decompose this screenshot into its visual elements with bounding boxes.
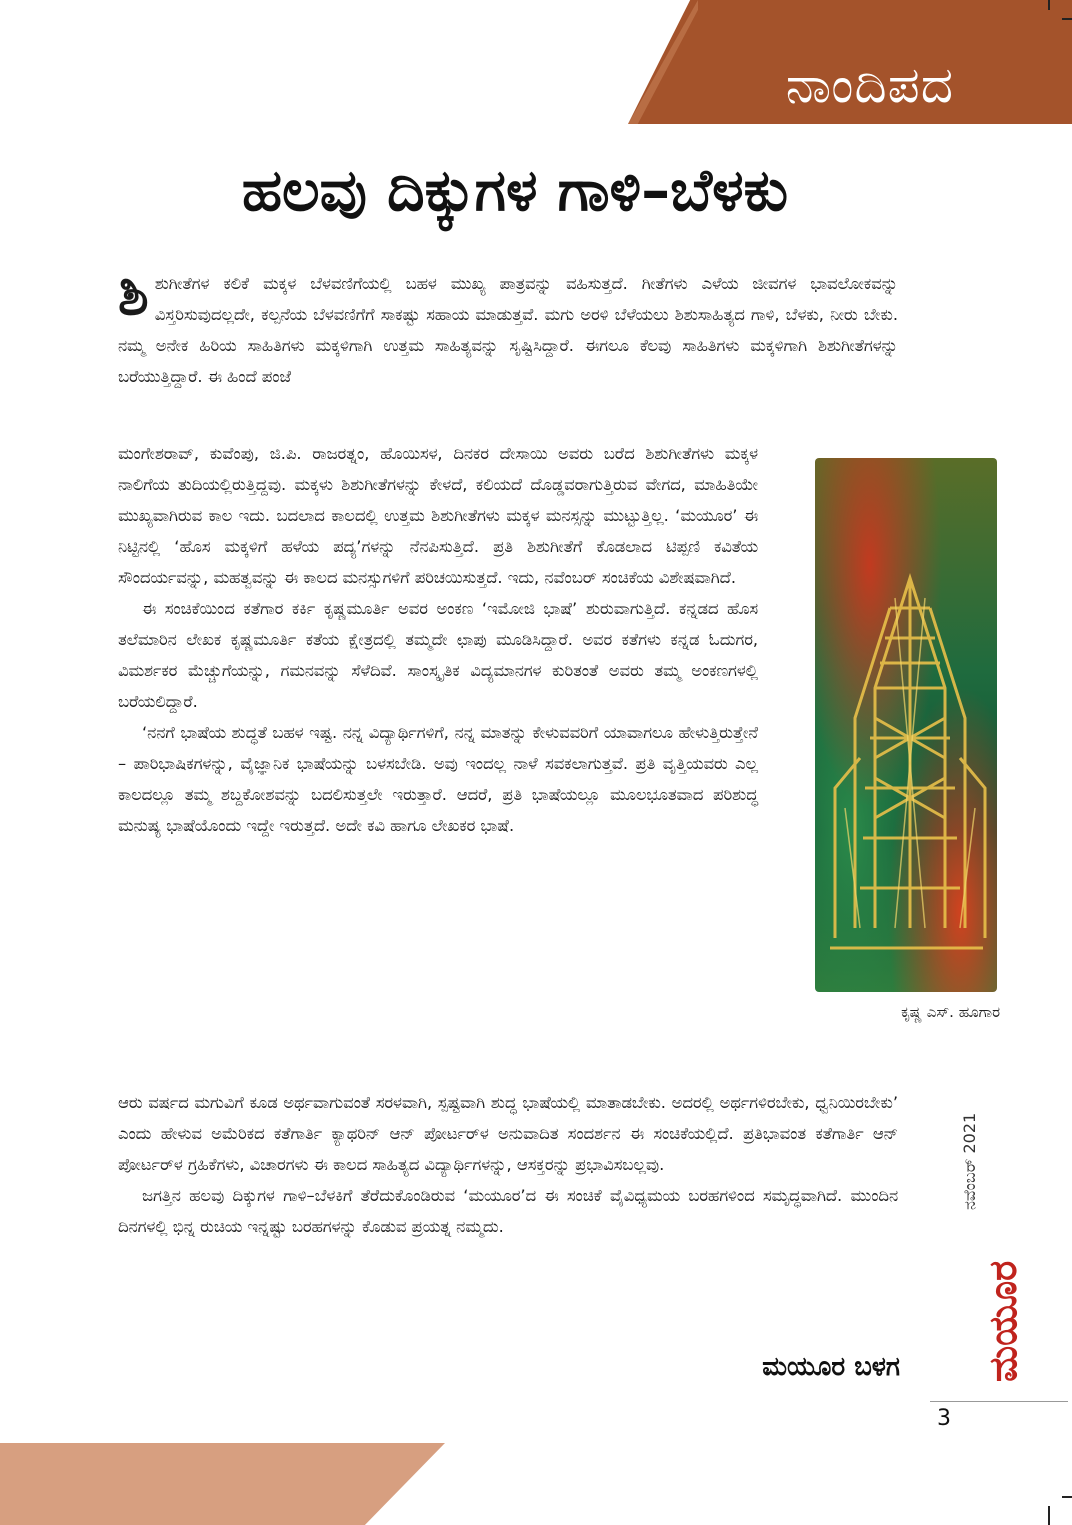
editorial-column-top xyxy=(118,263,898,392)
paragraph-2: ಈ ಸಂಚಿಕೆಯಿಂದ ಕತೆಗಾರ ಕರ್ಕಿ ಕೃಷ್ಣಮೂರ್ತಿ ಅವರ ಅಂಕಣ ‘ಇಮೋಜಿ ಭಾಷೆ’ ಶುರುವಾಗುತ್ತಿದೆ. ಕನ್ನಡದ ಹೊಸ ತಲೆಮಾರಿನ ಲೇಖಕ ಕೃಷ್ಣಮೂರ್ತಿ ಕತೆಯ ಕ್ಷೇತ್ರದಲ್ಲಿ ತಮ್ಮದೇ ಛಾಪು ಮೂಡಿಸಿದ್ದಾರೆ. ಅವರ ಕತೆಗಳು ಕನ್ನಡ ಓದುಗರ, ವಿಮರ್ಶಕರ ಮೆಚ್ಚುಗೆಯನ್ನು, ಗಮನವನ್ನು ಸೆಳೆದಿವೆ. ಸಾಂಸ್ಕೃತಿಕ ವಿದ್ಯಮಾನಗಳ ಕುರಿತಂತೆ ಅವರು ತಮ್ಮ ಅಂಕಣಗಳಲ್ಲಿ ಬರೆಯಲಿದ್ದಾರೆ. xyxy=(118,599,758,711)
crop-mark xyxy=(1062,18,1072,20)
page-title: ಹಲವು ದಿಕ್ಕುಗಳ ಗಾಳಿ–ಬೆಳಕು xyxy=(241,156,789,224)
paragraph-3: ‘ನನಗೆ ಭಾಷೆಯ ಶುದ್ಧತೆ ಬಹಳ ಇಷ್ಟ. ನನ್ನ ವಿದ್ಯಾರ್ಥಿಗಳಿಗೆ, ನನ್ನ ಮಾತನ್ನು ಕೇಳುವವರಿಗೆ ಯಾವಾಗಲೂ ಹೇಳುತ್ತಿರುತ್ತೇನೆ – ಪಾರಿಭಾಷಿಕಗಳನ್ನು, ವೈಜ್ಞಾನಿಕ ಭಾಷೆಯನ್ನು ಬಳಸಬೇಡಿ. ಅವು ಇಂದಲ್ಲ ನಾಳೆ ಸವಕಲಾಗುತ್ತವೆ. ಪ್ರತಿ ವೃತ್ತಿಯವರು ಎಲ್ಲ ಕಾಲದಲ್ಲೂ ತಮ್ಮ ಶಬ್ದಕೋಶವನ್ನು ಬದಲಿಸುತ್ತಲೇ ಇರುತ್ತಾರೆ. ಆದರೆ, ಪ್ರತಿ ಭಾಷೆಯಲ್ಲೂ ಮೂಲಭೂತವಾದ ಪರಿಶುದ್ಧ ಮನುಷ್ಯ ಭಾಷೆಯೊಂದು ಇದ್ದೇ ಇರುತ್ತದೆ. ಅದೇ ಕವಿ ಹಾಗೂ ಲೇಖಕರ ಭಾಷೆ. xyxy=(118,723,758,835)
editorial-column-bottom xyxy=(118,1087,898,1242)
artwork-painting xyxy=(815,458,997,992)
section-label: ನಾಂದಿಪದ xyxy=(785,56,954,114)
artwork-caption: ಕೃಷ್ಣ ಎಸ್. ಹೂಗಾರ xyxy=(901,1003,1000,1021)
paragraph-1 xyxy=(118,263,898,392)
magazine-logo: ಮಯೂರ xyxy=(981,1260,1025,1382)
signature: ಮಯೂರ ಬಳಗ xyxy=(762,1352,900,1382)
footer-rule xyxy=(930,1401,1068,1402)
crop-mark xyxy=(1048,1506,1050,1525)
paragraph-4: ಜಗತ್ತಿನ ಹಲವು ದಿಕ್ಕುಗಳ ಗಾಳಿ–ಬೆಳಕಿಗೆ ತೆರೆದುಕೊಂಡಿರುವ ‘ಮಯೂರ’ದ ಈ ಸಂಚಿಕೆ ವೈವಿಧ್ಯಮಯ ಬರಹಗಳಿಂದ ಸಮೃದ್ಧವಾಗಿದೆ. ಮುಂದಿನ ದಿನಗಳಲ್ಲಿ ಭಿನ್ನ ರುಚಿಯ ಇನ್ನಷ್ಟು ಬರಹಗಳನ್ನು ಕೊಡುವ ಪ್ರಯತ್ನ ನಮ್ಮದು. xyxy=(118,1186,898,1236)
issue-date: ನವೆಂಬರ್ 2021 xyxy=(960,1112,979,1210)
drop-cap: ಶಿ xyxy=(118,263,149,328)
artwork-strokes xyxy=(815,458,997,992)
crop-mark xyxy=(1062,1496,1072,1498)
page-number: 3 xyxy=(937,1406,951,1431)
paragraph-3-continued: ಆರು ವರ್ಷದ ಮಗುವಿಗೆ ಕೂಡ ಅರ್ಥವಾಗುವಂತೆ ಸರಳವಾಗಿ, ಸ್ಪಷ್ಟವಾಗಿ ಶುದ್ಧ ಭಾಷೆಯಲ್ಲಿ ಮಾತಾಡಬೇಕು. ಅದರಲ್ಲಿ ಅರ್ಥಗಳಿರಬೇಕು, ಧ್ವನಿಯಿರಬೇಕು’ ಎಂದು ಹೇಳುವ ಅಮೆರಿಕದ ಕತೆಗಾರ್ತಿ ಕ್ಯಾಥರಿನ್ ಆನ್ ಪೋರ್ಟರ್‌ಳ ಅನುವಾದಿತ ಸಂದರ್ಶನ ಈ ಸಂಚಿಕೆಯಲ್ಲಿದೆ. ಪ್ರತಿಭಾವಂತ ಕತೆಗಾರ್ತಿ ಆನ್ ಪೋರ್ಟರ್‌ಳ ಗ್ರಹಿಕೆಗಳು, ವಿಚಾರಗಳು ಈ ಕಾಲದ ಸಾಹಿತ್ಯದ ವಿದ್ಯಾರ್ಥಿಗಳನ್ನು, ಆಸಕ್ತರನ್ನು ಪ್ರಭಾವಿಸಬಲ್ಲವು. xyxy=(118,1093,898,1174)
footer-color-band xyxy=(0,1443,445,1525)
crop-mark xyxy=(1048,0,1050,10)
paragraph-1-continued: ಮಂಗೇಶರಾವ್, ಕುವೆಂಪು, ಜಿ.ಪಿ. ರಾಜರತ್ನಂ, ಹೊಯಿಸಳ, ದಿನಕರ ದೇಸಾಯಿ ಅವರು ಬರೆದ ಶಿಶುಗೀತೆಗಳು ಮಕ್ಕಳ ನಾಲಿಗೆಯ ತುದಿಯಲ್ಲಿರುತ್ತಿದ್ದವು. ಮಕ್ಕಳು ಶಿಶುಗೀತೆಗಳನ್ನು ಕೇಳದೆ, ಕಲಿಯದೆ ದೊಡ್ಡವರಾಗುತ್ತಿರುವ ವೇಗದ, ಮಾಹಿತಿಯೇ ಮುಖ್ಯವಾಗಿರುವ ಕಾಲ ಇದು. ಬದಲಾದ ಕಾಲದಲ್ಲಿ ಉತ್ತಮ ಶಿಶುಗೀತೆಗಳು ಮಕ್ಕಳ ಮನಸ್ಸನ್ನು ಮುಟ್ಟುತ್ತಿಲ್ಲ. ‘ಮಯೂರ’ ಈ ನಿಟ್ಟಿನಲ್ಲಿ ‘ಹೊಸ ಮಕ್ಕಳಿಗೆ ಹಳೆಯ ಪದ್ಯ’ಗಳನ್ನು ನೆನಪಿಸುತ್ತಿದೆ. ಪ್ರತಿ ಶಿಶುಗೀತೆಗೆ ಕೊಡಲಾದ ಟಿಪ್ಪಣಿ ಕವಿತೆಯ ಸೌಂದರ್ಯವನ್ನು, ಮಹತ್ವವನ್ನು ಈ ಕಾಲದ ಮನಸ್ಸುಗಳಿಗೆ ಪರಿಚಯಿಸುತ್ತದೆ. ಇದು, ನವೆಂಬರ್ ಸಂಚಿಕೆಯ ವಿಶೇಷವಾಗಿದೆ. xyxy=(118,444,758,587)
editorial-column-narrow xyxy=(118,438,758,841)
paragraph-1-text: ಶುಗೀತೆಗಳ ಕಲಿಕೆ ಮಕ್ಕಳ ಬೆಳವಣಿಗೆಯಲ್ಲಿ ಬಹಳ ಮುಖ್ಯ ಪಾತ್ರವನ್ನು ವಹಿಸುತ್ತದೆ. ಗೀತೆಗಳು ಎಳೆಯ ಜೀವಗಳ ಭಾವಲೋಕವನ್ನು ವಿಸ್ತರಿಸುವುದಲ್ಲದೇ, ಕಲ್ಪನೆಯ ಬೆಳವಣಿಗೆಗೆ ಸಾಕಷ್ಟು ಸಹಾಯ ಮಾಡುತ್ತವೆ. ಮಗು ಅರಳಿ ಬೆಳೆಯಲು ಶಿಶುಸಾಹಿತ್ಯದ ಗಾಳಿ, ಬೆಳಕು, ನೀರು ಬೇಕು. ನಮ್ಮ ಅನೇಕ ಹಿರಿಯ ಸಾಹಿತಿಗಳು ಮಕ್ಕಳಿಗಾಗಿ ಉತ್ತಮ ಸಾಹಿತ್ಯವನ್ನು ಸೃಷ್ಟಿಸಿದ್ದಾರೆ. ಈಗಲೂ ಕೆಲವು ಸಾಹಿತಿಗಳು ಮಕ್ಕಳಿಗಾಗಿ ಶಿಶುಗೀತೆಗಳನ್ನು ಬರೆಯುತ್ತಿದ್ದಾರೆ. ಈ ಹಿಂದೆ ಪಂಜೆ xyxy=(118,274,898,386)
